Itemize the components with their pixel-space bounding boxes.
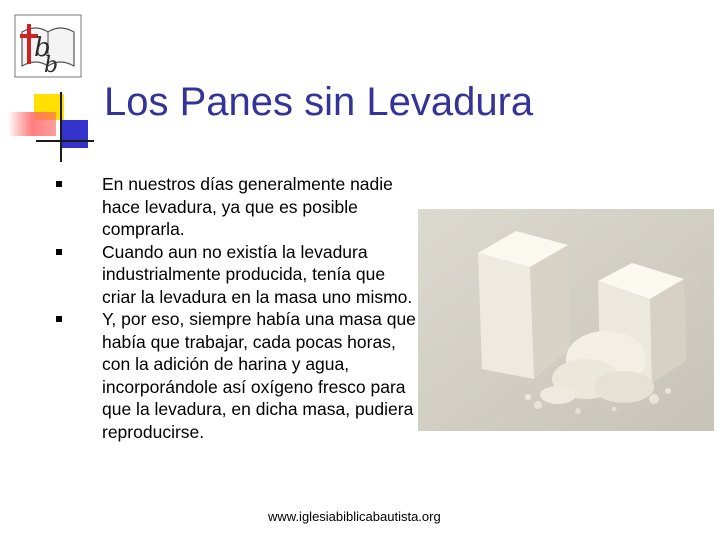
bullet-list <box>56 173 416 443</box>
svg-text:b: b <box>44 53 59 78</box>
bullet-item <box>56 173 416 241</box>
bullet-text: Y, por eso, siempre había una masa que había que trabajar, cada pocas horas, con la adición de harina y agua, incorporándole así oxígeno fresco para que la levadura, en dicha masa, pudiera reproducirse. <box>102 309 416 442</box>
church-logo-icon <box>14 14 82 78</box>
bullet-text: En nuestros días generalmente nadie hace levadura, ya que es posible comprarla. <box>102 174 393 239</box>
square-bullet-icon <box>56 181 62 187</box>
slide-title: Los Panes sin Levadura <box>104 80 534 124</box>
bullet-item <box>56 308 416 443</box>
svg-text:b: b <box>34 33 51 63</box>
footer-url: www.iglesiabiblicabautista.org <box>268 509 441 524</box>
decorative-squares-icon <box>0 90 100 165</box>
bullet-item <box>56 241 416 309</box>
square-bullet-icon <box>56 316 62 322</box>
yeast-blocks-image <box>418 209 714 431</box>
square-bullet-icon <box>56 249 62 255</box>
bullet-text: Cuando aun no existía la levadura industrialmente producida, tenía que criar la levadura en la masa uno mismo. <box>102 241 413 307</box>
